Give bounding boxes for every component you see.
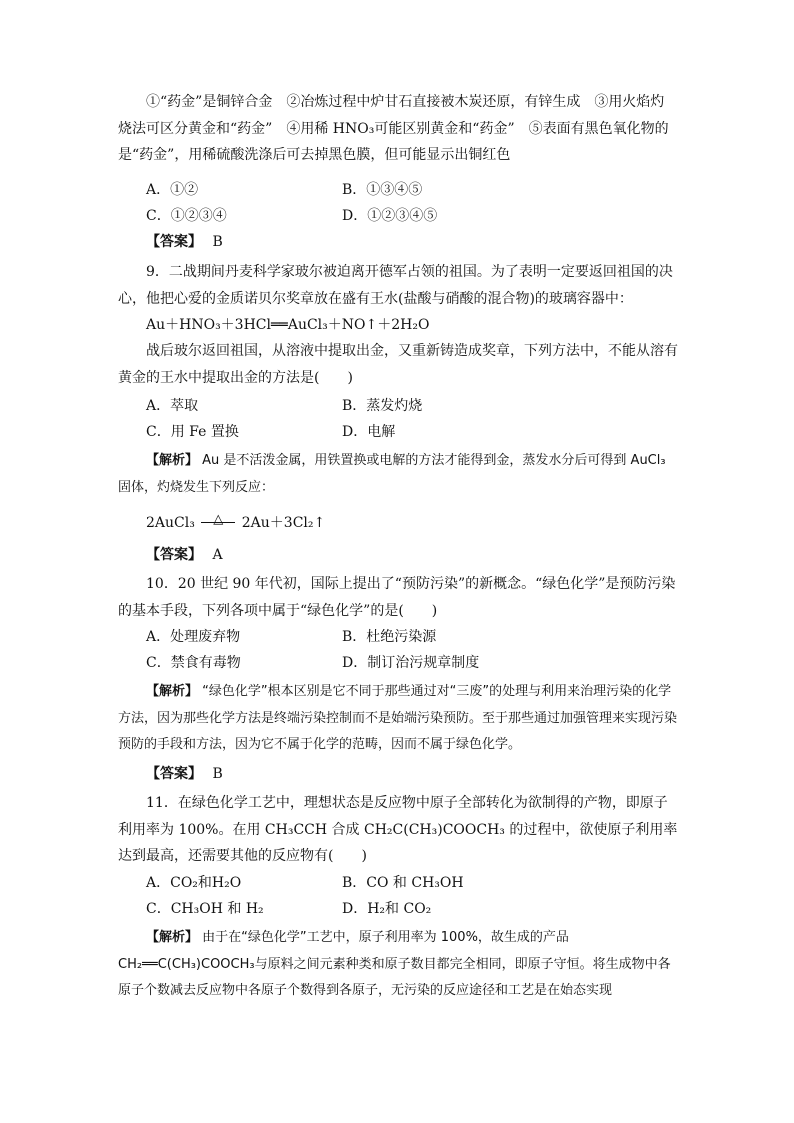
q9-equation: Au＋HNO₃＋3HCl══AuCl₃＋NO↑＋2H₂O [146,317,430,333]
q8-option-c: C．①②③④ [146,208,227,224]
analysis-text: 由于在“绿色化学”工艺中，原子利用率为 100%，故生成的产品CH₂══C(CH₃)COOCH₃与原料之间元素种类和原子数目都完全相同，即原子守恒。将生成物中各原子个数减去反应物中各原子个数得到各原子，无污染的反应途径和工艺是在始态实现 [118,930,671,998]
q9-option-b: B．蒸发灼烧 [342,398,423,414]
analysis-label: 【解析】 [146,453,199,468]
analysis-label: 【解析】 [146,930,199,945]
q10-option-d: D．制订治污规章制度 [342,655,480,671]
heat-symbol: △ [213,512,224,527]
q11-option-d: D．H₂和 CO₂ [342,901,432,917]
q9-stem: 9．二战期间丹麦科学家玻尔被迫离开德军占领的祖国。为了表明一定要返回祖国的决心，他把心爱的金质诺贝尔奖章放在盛有王水(盐酸与硝酸的混合物)的玻璃容器中： [118,264,673,307]
q10-option-a: A．处理废弃物 [146,629,241,645]
q8-option-b: B．①③④⑤ [342,182,423,198]
analysis-text: Au 是不活泼金属，用铁置换或电解的方法才能得到金，蒸发水分后可得到 AuCl₃ 固体，灼烧发生下列反应： [118,453,666,495]
q9-equation-2 [146,512,325,532]
q9-answer [146,545,223,565]
q11-option-b: B．CO 和 CH₃OH [342,875,464,891]
answer-label: 【答案】 [146,547,202,563]
q11-stem: 11．在绿色化学工艺中，理想状态是反应物中原子全部转化为欲制得的产物，即原子利用率为 100%。在用 CH₃CCH 合成 CH₂C(CH₃)COOCH₃ 的过程中，欲使原子利用率达到最高，还需要其他的反应物有( ) [118,795,678,864]
q11-option-c: C．CH₃OH 和 H₂ [146,901,264,917]
q10-answer [146,764,223,784]
answer-value: B [212,234,223,250]
analysis-text: “绿色化学”根本区别是它不同于那些通过对“三废”的处理与利用来治理污染的化学方法，因为那些化学方法是终端污染控制而不是始端污染预防。至于那些通过加强管理来实现污染预防的手段和方法，因为它不属于化学的范畴，因而不属于绿色化学。 [118,684,678,752]
q10-stem: 10．20 世纪 90 年代初，国际上提出了“预防污染”的新概念。“绿色化学”是预防污染的基本手段，下列各项中属于“绿色化学”的是( ) [118,576,676,619]
q9-option-d: D．电解 [342,424,396,440]
q11-analysis [118,925,678,1005]
answer-label: 【答案】 [146,234,202,250]
q9-analysis [118,448,678,501]
answer-label: 【答案】 [146,766,202,782]
q8-option-a: A．①② [146,182,199,198]
q8-option-d: D．①②③④⑤ [342,208,438,224]
q8-stem: ①“药金”是铜锌合金 ②冶炼过程中炉甘石直接被木炭还原，有锌生成 ③用火焰灼烧法可区分黄金和“药金” ④用稀 HNO₃可能区别黄金和“药金” ⑤表面有黑色氧化物的是“药金”，用稀硫酸洗涤后可去掉黑色膜，但可能显示出铜红色 [118,94,669,163]
q10-option-b: B．杜绝污染源 [342,629,437,645]
eq2-right: 2Au＋3Cl₂↑ [241,515,326,531]
q9-stem-2: 战后玻尔返回祖国，从溶液中提取出金，又重新铸造成奖章，下列方法中，不能从溶有黄金的王水中提取出金的方法是( ) [118,343,678,386]
answer-value: A [212,547,223,563]
eq2-left: 2AuCl₃ [146,515,195,531]
q11-option-a: A．CO₂和H₂O [146,875,242,891]
q9-option-c: C．用 Fe 置换 [146,424,239,440]
q10-option-c: C．禁食有毒物 [146,655,241,671]
answer-value: B [212,766,223,782]
q8-answer [146,232,223,252]
analysis-label: 【解析】 [146,684,199,699]
q9-option-a: A．萃取 [146,398,199,414]
q10-analysis [118,679,678,759]
